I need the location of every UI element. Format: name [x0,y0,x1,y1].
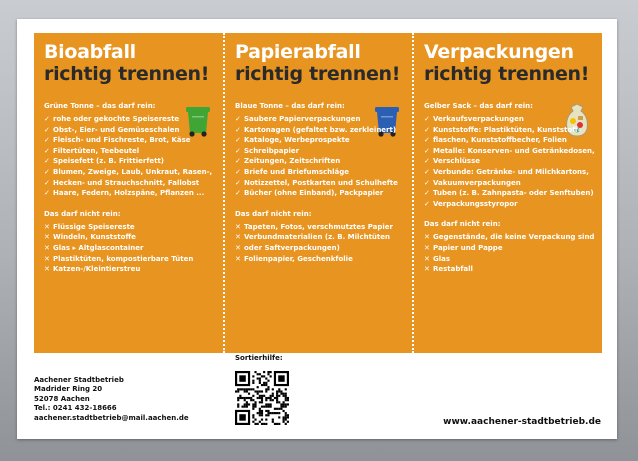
allowed-header: Grüne Tonne – das darf rein: [44,102,156,110]
allowed-item [235,167,406,178]
check-icon: ✓ [235,178,241,187]
cross-icon: ✕ [44,254,50,263]
cross-icon: ✕ [44,222,50,231]
allowed-item [424,167,595,178]
column-title: Bioabfall [44,41,136,63]
forbidden-item [424,243,595,254]
forbidden-item [44,232,217,243]
cross-icon: ✕ [235,233,241,242]
allowed-item-label: Zeitungen, Zeitschriften [244,157,341,166]
allowed-item [235,178,406,189]
allowed-item [44,135,217,146]
check-icon: ✓ [424,146,430,155]
forbidden-item [44,243,217,254]
allowed-item-label: Tuben (z. B. Zahnpasta- oder Senftuben) [433,189,594,198]
column-subtitle: richtig trennen! [424,63,590,85]
allowed-item [44,156,217,167]
forbidden-item-label: Folienpapier, Geschenkfolie [244,254,353,263]
allowed-item [424,178,595,189]
cross-icon: ✕ [424,233,430,242]
allowed-item-label: Saubere Papierverpackungen [244,115,361,123]
column-verpackungen [412,33,601,353]
allowed-item-label: Kartonagen (gefaltet bzw. zerkleinert) [244,125,397,134]
check-icon: ✓ [424,199,430,208]
allowed-item-label: Obst-, Eier- und Gemüseschalen [53,125,180,134]
forbidden-item-label: Plastiktüten, kompostierbare Tüten [53,254,194,263]
check-icon: ✓ [44,125,50,134]
allowed-item [235,188,406,199]
forbidden-header: Das darf nicht rein: [235,209,312,218]
forbidden-item-label: Verbundmaterialien (z. B. Milchtüten [244,233,390,242]
check-icon: ✓ [424,157,430,166]
qr-code[interactable] [235,371,289,425]
check-icon: ✓ [44,167,50,176]
forbidden-item-label: Tapeten, Fotos, verschmutztes Papier [244,222,393,231]
allowed-item-label: Vakuumverpackungen [433,178,521,187]
forbidden-item-label: Flüssige Speisereste [53,222,135,231]
allowed-item-label: Briefe und Briefumschläge [244,167,350,176]
check-icon: ✓ [235,157,241,166]
allowed-item-label: Speisefett (z. B. Frittierfett) [53,157,164,166]
allowed-item-label: Fleisch- und Fischreste, Brot, Käse [53,136,191,145]
allowed-item [424,188,595,199]
check-icon: ✓ [424,178,430,187]
cross-icon: ✕ [44,233,50,242]
check-icon: ✓ [235,189,241,198]
allowed-item [44,114,217,125]
cross-icon: ✕ [424,243,430,252]
check-icon: ✓ [235,167,241,176]
check-icon: ✓ [424,189,430,198]
address-line: Aachener Stadtbetrieb [34,376,124,384]
check-icon: ✓ [424,167,430,176]
allowed-item-label: Verkaufsverpackungen [433,115,524,123]
address-line: 52078 Aachen [34,394,90,403]
allowed-item-label: rohe oder gekochte Speisereste [53,115,180,123]
forbidden-item [424,264,595,275]
forbidden-item [235,254,406,265]
check-icon: ✓ [424,125,430,134]
email-link[interactable]: aachener.stadtbetrieb@mail.aachen.de [34,413,189,422]
check-icon: ✓ [235,115,241,123]
address-line: Madrider Ring 20 [34,385,103,394]
allowed-item [424,135,595,146]
orange-panel [34,33,602,353]
allowed-item-label: Filtertüten, Teebeutel [53,146,140,155]
check-icon: ✓ [44,189,50,198]
column-subtitle: richtig trennen! [235,63,401,85]
allowed-item [424,125,595,136]
allowed-item-label: Bücher (ohne Einband), Packpapier [244,189,384,198]
check-icon: ✓ [424,136,430,145]
allowed-item-label: Blumen, Zweige, Laub, Unkraut, Rasen-, [53,167,213,176]
check-icon: ✓ [235,146,241,155]
cross-icon: ✕ [235,254,241,263]
allowed-item [44,146,217,157]
forbidden-item-label: Papier und Pappe [433,243,503,252]
allowed-item-label: Verschlüsse [433,157,480,166]
allowed-header: Gelber Sack – das darf rein: [424,102,533,110]
allowed-item [424,156,595,167]
forbidden-item [235,232,406,243]
forbidden-header: Das darf nicht rein: [424,220,501,229]
allowed-item-label: Metalle: Konserven- und Getränkedosen, [433,146,595,155]
column-bioabfall [34,33,223,353]
column-papierabfall [223,33,412,353]
allowed-item [424,114,595,125]
check-icon: ✓ [424,115,430,123]
forbidden-item-label: Glas [433,254,451,263]
forbidden-item [235,222,406,233]
column-title: Papierabfall [235,41,361,63]
allowed-item-label: Notizzettel, Postkarten und Schulhefte [244,178,398,187]
forbidden-item-label: oder Saftverpackungen) [244,243,340,252]
check-icon: ✓ [235,125,241,134]
allowed-item-label: Kunststoffe: Plastiktüten, Kunststoff- [433,125,581,134]
column-title: Verpackungen [424,41,574,63]
forbidden-item [424,232,595,243]
allowed-item-label: Verbunde: Getränke- und Milchkartons, [433,167,589,176]
check-icon: ✓ [235,136,241,145]
forbidden-item [424,254,595,265]
forbidden-header: Das darf nicht rein: [44,209,121,218]
forbidden-item-label: Gegenstände, die keine Verpackung sind [433,233,595,242]
allowed-item [44,188,217,199]
info-card [17,19,617,439]
allowed-item [235,156,406,167]
allowed-item [235,114,406,125]
allowed-item-label: Kataloge, Werbeprospekte [244,136,350,145]
forbidden-item-label: Restabfall [433,265,473,274]
allowed-item-label: Hecken- und Strauchschnitt, Fallobst [53,178,200,187]
forbidden-item-label: Windeln, Kunststoffe [53,233,136,242]
allowed-item-label: Verpackungsstyropor [433,199,518,208]
allowed-item [424,146,595,157]
forbidden-item [44,222,217,233]
check-icon: ✓ [44,178,50,187]
allowed-item [44,167,217,178]
allowed-header: Blaue Tonne – das darf rein: [235,102,345,110]
website-link[interactable]: www.aachener-stadtbetrieb.de [443,417,601,427]
forbidden-item-label: Katzen-/Kleintierstreu [53,265,141,274]
check-icon: ✓ [44,157,50,166]
allowed-item-label: Haare, Federn, Holzspäne, Pflanzen ... [53,189,205,198]
forbidden-item [235,243,406,254]
cross-icon: ✕ [235,222,241,231]
address-line: Tel.: 0241 432-18666 [34,404,117,413]
cross-icon: ✕ [235,243,241,252]
check-icon: ✓ [44,136,50,145]
column-subtitle: richtig trennen! [44,63,210,85]
cross-icon: ✕ [424,254,430,263]
cross-icon: ✕ [44,265,50,274]
allowed-item [235,135,406,146]
forbidden-item [44,264,217,275]
allowed-item-label: flaschen, Kunststoffbecher, Folien [433,136,567,145]
allowed-item [235,125,406,136]
forbidden-item-label: Glas ▸ Altglascontainer [53,243,144,252]
cross-icon: ✕ [424,265,430,274]
forbidden-item [44,254,217,265]
qr-label: Sortierhilfe: [235,354,283,362]
allowed-item [235,146,406,157]
allowed-item-label: Schreibpapier [244,146,300,155]
check-icon: ✓ [44,146,50,155]
cross-icon: ✕ [44,243,50,252]
allowed-item [424,199,595,210]
allowed-item [44,125,217,136]
allowed-item [44,178,217,189]
address-block [34,376,189,423]
check-icon: ✓ [44,115,50,123]
